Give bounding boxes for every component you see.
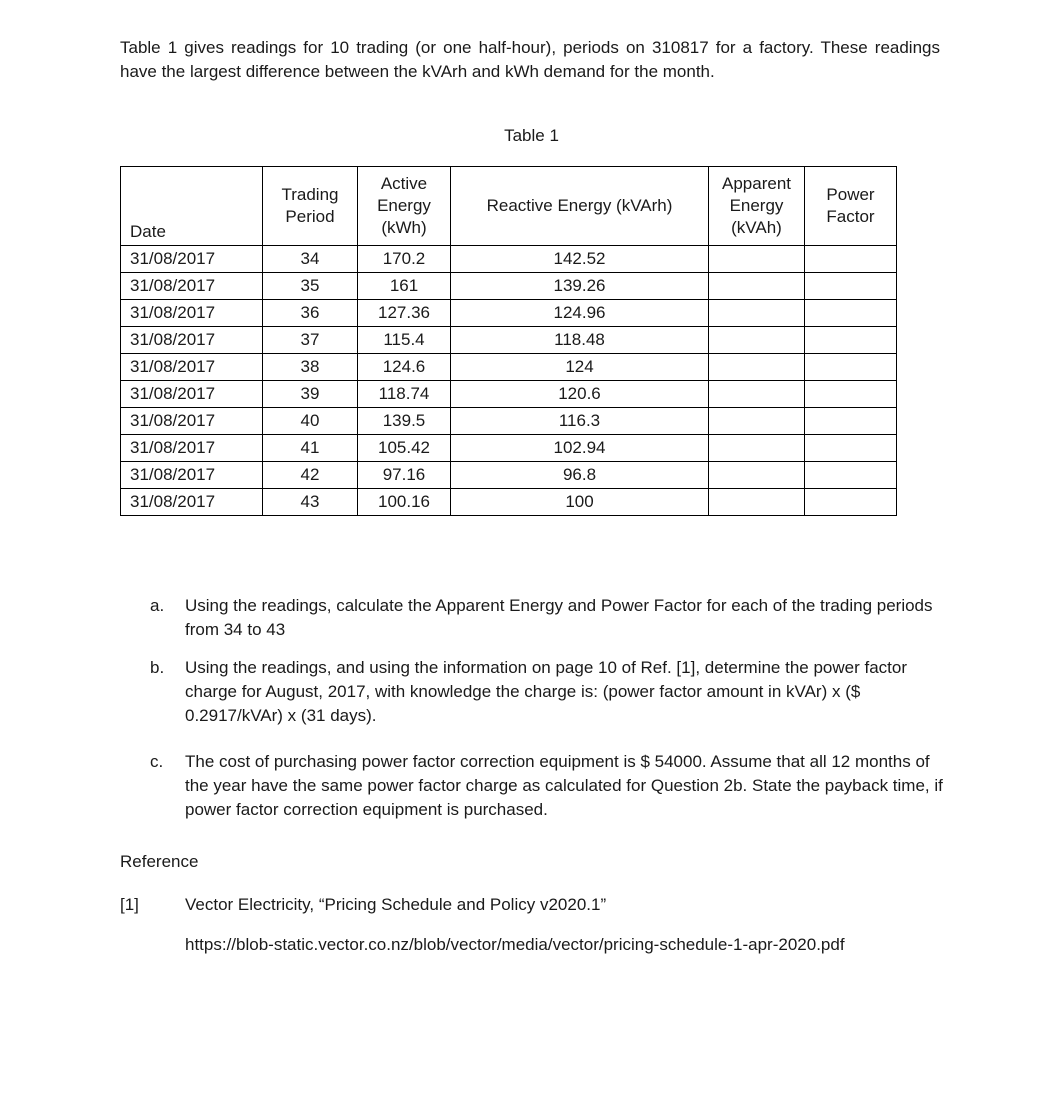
table-caption-text: Table 1 bbox=[504, 126, 559, 145]
question-letter: a. bbox=[150, 596, 165, 615]
cell-date: 31/08/2017 bbox=[121, 327, 263, 354]
cell-pf bbox=[805, 246, 897, 273]
table-row bbox=[121, 462, 897, 489]
cell-reactive: 139.26 bbox=[451, 273, 709, 300]
cell-reactive: 120.6 bbox=[451, 381, 709, 408]
cell-active: 139.5 bbox=[358, 408, 451, 435]
reference-heading: Reference bbox=[120, 852, 199, 871]
cell-pf bbox=[805, 435, 897, 462]
question-c bbox=[150, 750, 945, 822]
table-caption bbox=[0, 126, 1045, 146]
cell-period: 43 bbox=[263, 489, 358, 516]
cell-active: 115.4 bbox=[358, 327, 451, 354]
cell-reactive: 96.8 bbox=[451, 462, 709, 489]
table-row bbox=[121, 381, 897, 408]
table-row bbox=[121, 327, 897, 354]
cell-pf bbox=[805, 273, 897, 300]
cell-active: 124.6 bbox=[358, 354, 451, 381]
cell-apparent bbox=[709, 381, 805, 408]
cell-period: 41 bbox=[263, 435, 358, 462]
readings-table bbox=[120, 166, 897, 516]
question-b bbox=[150, 656, 945, 728]
cell-apparent bbox=[709, 489, 805, 516]
cell-pf bbox=[805, 489, 897, 516]
cell-pf bbox=[805, 408, 897, 435]
cell-active: 170.2 bbox=[358, 246, 451, 273]
cell-date: 31/08/2017 bbox=[121, 381, 263, 408]
reference-url-link[interactable]: https://blob-static.vector.co.nz/blob/vector/media/vector/pricing-schedule-1-apr-2020.pdf bbox=[185, 935, 845, 954]
cell-active: 118.74 bbox=[358, 381, 451, 408]
cell-reactive: 142.52 bbox=[451, 246, 709, 273]
cell-pf bbox=[805, 381, 897, 408]
cell-period: 40 bbox=[263, 408, 358, 435]
cell-reactive: 124.96 bbox=[451, 300, 709, 327]
table-row bbox=[121, 300, 897, 327]
cell-date: 31/08/2017 bbox=[121, 300, 263, 327]
reference-text: Vector Electricity, “Pricing Schedule and Policy v2020.1” bbox=[185, 895, 607, 914]
header-reactive-energy: Reactive Energy (kVArh) bbox=[451, 167, 709, 246]
cell-reactive: 118.48 bbox=[451, 327, 709, 354]
table-header-row bbox=[121, 167, 897, 246]
cell-reactive: 100 bbox=[451, 489, 709, 516]
cell-period: 39 bbox=[263, 381, 358, 408]
header-date: Date bbox=[121, 167, 263, 246]
reference-number: [1] bbox=[120, 895, 139, 914]
table-body bbox=[121, 246, 897, 516]
table-row bbox=[121, 435, 897, 462]
cell-apparent bbox=[709, 327, 805, 354]
question-letter: c. bbox=[150, 752, 164, 771]
cell-active: 161 bbox=[358, 273, 451, 300]
table-row bbox=[121, 246, 897, 273]
question-text: The cost of purchasing power factor correction equipment is $ 54000. Assume that all 12 months of the year have the same power factor charge as calculated for Question 2b. State the payback time, if power factor correction equipment is purchased. bbox=[185, 752, 943, 819]
cell-period: 35 bbox=[263, 273, 358, 300]
cell-period: 37 bbox=[263, 327, 358, 354]
table-row bbox=[121, 408, 897, 435]
cell-period: 38 bbox=[263, 354, 358, 381]
table-row bbox=[121, 354, 897, 381]
question-text: Using the readings, calculate the Apparent Energy and Power Factor for each of the trading periods from 34 to 43 bbox=[185, 596, 933, 639]
cell-active: 127.36 bbox=[358, 300, 451, 327]
cell-date: 31/08/2017 bbox=[121, 408, 263, 435]
cell-apparent bbox=[709, 300, 805, 327]
question-letter: b. bbox=[150, 658, 165, 677]
header-power-factor: Power Factor bbox=[805, 167, 897, 246]
table-row bbox=[121, 489, 897, 516]
cell-date: 31/08/2017 bbox=[121, 273, 263, 300]
cell-date: 31/08/2017 bbox=[121, 354, 263, 381]
cell-period: 36 bbox=[263, 300, 358, 327]
cell-active: 100.16 bbox=[358, 489, 451, 516]
question-a bbox=[150, 594, 945, 642]
cell-reactive: 124 bbox=[451, 354, 709, 381]
cell-reactive: 102.94 bbox=[451, 435, 709, 462]
cell-date: 31/08/2017 bbox=[121, 246, 263, 273]
intro-paragraph: Table 1 gives readings for 10 trading (or one half-hour), periods on 310817 for a factory. These readings have the largest difference between the kVArh and kWh demand for the month. bbox=[120, 38, 940, 81]
header-apparent-energy: Apparent Energy (kVAh) bbox=[709, 167, 805, 246]
cell-date: 31/08/2017 bbox=[121, 435, 263, 462]
cell-reactive: 116.3 bbox=[451, 408, 709, 435]
cell-date: 31/08/2017 bbox=[121, 462, 263, 489]
header-active-energy: Active Energy (kWh) bbox=[358, 167, 451, 246]
cell-period: 42 bbox=[263, 462, 358, 489]
cell-apparent bbox=[709, 354, 805, 381]
cell-apparent bbox=[709, 246, 805, 273]
cell-active: 105.42 bbox=[358, 435, 451, 462]
cell-date: 31/08/2017 bbox=[121, 489, 263, 516]
cell-pf bbox=[805, 327, 897, 354]
header-trading-period: Trading Period bbox=[263, 167, 358, 246]
cell-period: 34 bbox=[263, 246, 358, 273]
cell-apparent bbox=[709, 408, 805, 435]
cell-pf bbox=[805, 462, 897, 489]
question-text: Using the readings, and using the information on page 10 of Ref. [1], determine the power factor charge for August, 2017, with knowledge the charge is: (power factor amount in kVAr) x ($ 0.2917/kVAr) x (31 days). bbox=[185, 658, 907, 725]
cell-apparent bbox=[709, 462, 805, 489]
questions-list bbox=[150, 594, 945, 836]
cell-pf bbox=[805, 300, 897, 327]
cell-pf bbox=[805, 354, 897, 381]
cell-apparent bbox=[709, 435, 805, 462]
cell-active: 97.16 bbox=[358, 462, 451, 489]
cell-apparent bbox=[709, 273, 805, 300]
table-row bbox=[121, 273, 897, 300]
